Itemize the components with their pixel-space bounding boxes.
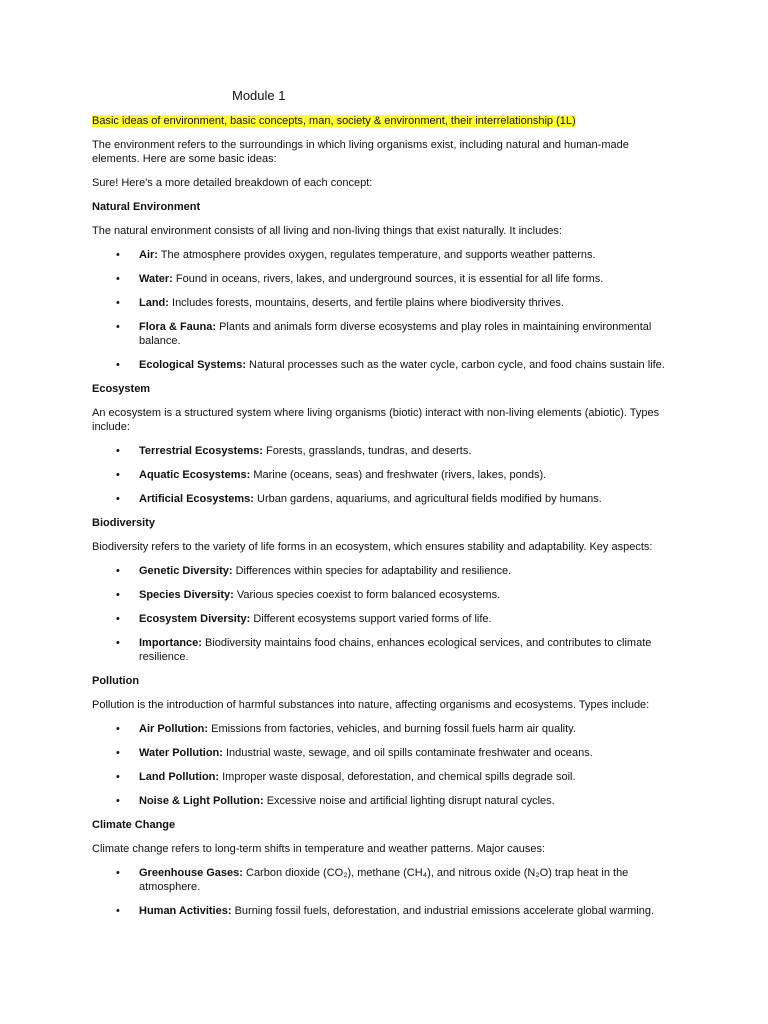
list-item bbox=[92, 866, 676, 894]
list-item-text: Burning fossil fuels, deforestation, and industrial emissions accelerate global warming. bbox=[231, 905, 655, 917]
list-item bbox=[92, 612, 676, 626]
list-item-term: Water Pollution: bbox=[139, 747, 223, 759]
highlighted-topic-text: Basic ideas of environment, basic concepts, man, society & environment, their interrelationship (1L) bbox=[92, 115, 576, 127]
list-item bbox=[92, 492, 676, 506]
list-item-term: Terrestrial Ecosystems: bbox=[139, 445, 263, 457]
bullet-list bbox=[92, 564, 676, 664]
bullet-list bbox=[92, 866, 676, 918]
list-item-term: Genetic Diversity: bbox=[139, 565, 233, 577]
section-lead: Climate change refers to long-term shifts in temperature and weather patterns. Major causes: bbox=[92, 843, 546, 855]
list-item bbox=[92, 794, 676, 808]
section-heading: Biodiversity bbox=[92, 517, 155, 529]
list-item bbox=[92, 248, 676, 262]
list-item-text: Different ecosystems support varied forms of life. bbox=[250, 613, 492, 625]
section-heading: Ecosystem bbox=[92, 383, 151, 395]
list-item-term: Aquatic Ecosystems: bbox=[139, 469, 251, 481]
list-item-text: Marine (oceans, seas) and freshwater (rivers, lakes, ponds). bbox=[250, 469, 547, 481]
list-item-text: Excessive noise and artificial lighting disrupt natural cycles. bbox=[263, 795, 555, 807]
section-lead: Pollution is the introduction of harmful substances into nature, affecting organisms and ecosystems. Types include: bbox=[92, 699, 650, 711]
list-item-term: Air Pollution: bbox=[139, 723, 209, 735]
list-item-text: Urban gardens, aquariums, and agricultural fields modified by humans. bbox=[253, 493, 602, 505]
list-item bbox=[92, 444, 676, 458]
intro-paragraph-2: Sure! Here's a more detailed breakdown of each concept: bbox=[92, 177, 373, 189]
list-item-text: The atmosphere provides oxygen, regulates temperature, and supports weather patterns. bbox=[157, 249, 596, 261]
list-item-text: Carbon dioxide (CO₂), methane (CH₄), and nitrous oxide (N₂O) trap heat in the atmosphere. bbox=[139, 867, 629, 893]
section-lead: The natural environment consists of all living and non-living things that exist naturally. It includes: bbox=[92, 225, 562, 237]
list-item-text: Improper waste disposal, deforestation, and chemical spills degrade soil. bbox=[219, 771, 576, 783]
bullet-list bbox=[92, 722, 676, 808]
section-lead: Biodiversity refers to the variety of life forms in an ecosystem, which ensures stability and adaptability. Key aspects: bbox=[92, 541, 653, 553]
list-item-text: Industrial waste, sewage, and oil spills contaminate freshwater and oceans. bbox=[222, 747, 593, 759]
section-heading: Pollution bbox=[92, 675, 140, 687]
list-item-text: Includes forests, mountains, deserts, and fertile plains where biodiversity thrives. bbox=[168, 297, 564, 309]
list-item bbox=[92, 358, 676, 372]
list-item bbox=[92, 636, 676, 664]
list-item-text: Emissions from factories, vehicles, and burning fossil fuels harm air quality. bbox=[208, 723, 576, 735]
bullet-list bbox=[92, 248, 676, 372]
list-item bbox=[92, 468, 676, 482]
list-item-term: Greenhouse Gases: bbox=[139, 867, 243, 879]
list-item-text: Found in oceans, rivers, lakes, and underground sources, it is essential for all life forms. bbox=[172, 273, 604, 285]
bullet-list bbox=[92, 444, 676, 506]
list-item bbox=[92, 272, 676, 286]
list-item-text: Biodiversity maintains food chains, enhances ecological services, and contributes to climate resilience. bbox=[139, 637, 652, 663]
list-item-term: Air: bbox=[139, 249, 158, 261]
list-item bbox=[92, 722, 676, 736]
intro-paragraph: The environment refers to the surroundings in which living organisms exist, including natural and human-made elements. Here are some basic ideas: bbox=[92, 139, 629, 165]
list-item-text: Natural processes such as the water cycle, carbon cycle, and food chains sustain life. bbox=[246, 359, 665, 371]
section-heading: Climate Change bbox=[92, 819, 176, 831]
list-item bbox=[92, 296, 676, 310]
sections-container bbox=[92, 200, 676, 918]
list-item-term: Land Pollution: bbox=[139, 771, 220, 783]
list-item-text: Differences within species for adaptability and resilience. bbox=[232, 565, 512, 577]
list-item-term: Human Activities: bbox=[139, 905, 232, 917]
list-item bbox=[92, 904, 676, 918]
list-item-term: Land: bbox=[139, 297, 169, 309]
document-title: Module 1 bbox=[232, 88, 286, 103]
list-item-term: Artificial Ecosystems: bbox=[139, 493, 254, 505]
list-item bbox=[92, 320, 676, 348]
list-item bbox=[92, 564, 676, 578]
list-item-term: Importance: bbox=[139, 637, 202, 649]
list-item-term: Flora & Fauna: bbox=[139, 321, 217, 333]
list-item-term: Species Diversity: bbox=[139, 589, 234, 601]
list-item-term: Ecological Systems: bbox=[139, 359, 246, 371]
section-lead: An ecosystem is a structured system where living organisms (biotic) interact with non-living elements (abiotic). Types include: bbox=[92, 407, 660, 433]
list-item-text: Forests, grasslands, tundras, and deserts. bbox=[262, 445, 472, 457]
list-item bbox=[92, 770, 676, 784]
list-item-term: Water: bbox=[139, 273, 173, 285]
list-item-term: Ecosystem Diversity: bbox=[139, 613, 251, 625]
list-item bbox=[92, 588, 676, 602]
list-item bbox=[92, 746, 676, 760]
section-heading: Natural Environment bbox=[92, 201, 201, 213]
list-item-text: Plants and animals form diverse ecosystems and play roles in maintaining environmental balance. bbox=[139, 321, 652, 347]
list-item-text: Various species coexist to form balanced ecosystems. bbox=[233, 589, 501, 601]
highlighted-topic bbox=[92, 114, 676, 128]
list-item-term: Noise & Light Pollution: bbox=[139, 795, 264, 807]
